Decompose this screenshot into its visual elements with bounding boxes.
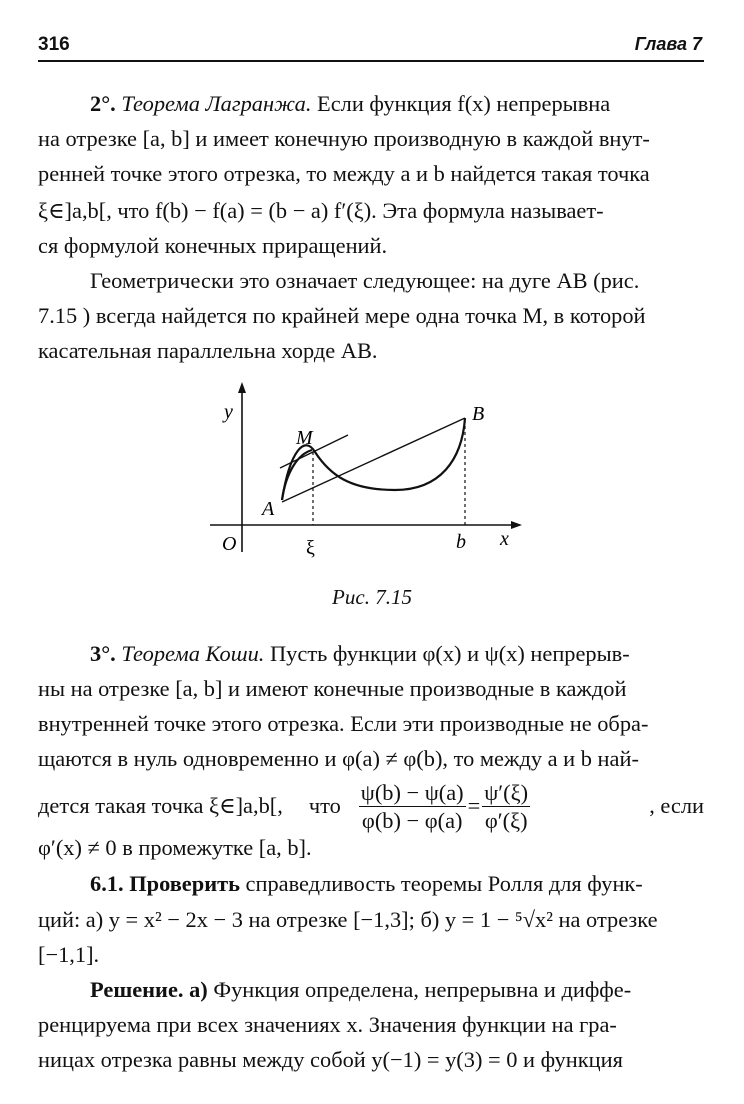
fraction-2-denominator: φ′(ξ) bbox=[484, 807, 528, 833]
xi-label: ξ bbox=[306, 537, 315, 559]
lagrange-line-2: на отрезке [a, b] и имеет конечную производную в каждой внут- bbox=[38, 126, 650, 151]
solution-line-1-rest: Функция определена, непрерывна и диффе- bbox=[213, 977, 632, 1002]
cauchy-paragraph bbox=[38, 636, 704, 672]
cauchy-fraction-2 bbox=[482, 779, 530, 834]
cauchy-line-2: ны на отрезке [a, b] и имеют конечные производные в каждой bbox=[38, 676, 627, 701]
tangent-line bbox=[280, 435, 348, 468]
solution-line-1 bbox=[38, 972, 704, 1008]
solution-line-3: ницах отрезка равны между собой y(−1) = y(3) = 0 и функция bbox=[38, 1047, 623, 1072]
geometric-line-3: касательная параллельна хорде AB. bbox=[38, 338, 378, 363]
lagrange-line-1: Если функция f(x) непрерывна bbox=[317, 91, 611, 116]
fraction-1-denominator: φ(b) − φ(a) bbox=[361, 807, 463, 833]
cauchy-formula-prefix: дется такая точка ξ∈]a,b[, bbox=[38, 793, 283, 819]
exercise-line-1 bbox=[38, 866, 704, 902]
y-label: y bbox=[224, 401, 233, 423]
solution-label: Решение. bbox=[90, 977, 184, 1002]
point-b-label: B bbox=[472, 403, 485, 425]
solution-part: а) bbox=[189, 977, 208, 1002]
exercise-line-3: [−1,1]. bbox=[38, 942, 100, 967]
cauchy-line-3: внутренней точке этого отрезка. Если эти производные не обра- bbox=[38, 711, 649, 736]
cauchy-fraction-1 bbox=[359, 779, 466, 834]
exercise-number: 6.1. bbox=[90, 871, 124, 896]
lagrange-line-4: ξ∈]a,b[, что f(b) − f(a) = (b − a) f′(ξ). Эта формула называет- bbox=[38, 198, 604, 223]
lagrange-line-5: ся формулой конечных приращений. bbox=[38, 233, 388, 258]
page-number: 316 bbox=[38, 34, 70, 55]
chapter-title: Глава 7 bbox=[634, 34, 702, 54]
b-label: b bbox=[456, 531, 466, 553]
origin-label: O bbox=[222, 533, 237, 555]
figure-caption: Рис. 7.15 bbox=[332, 585, 412, 609]
x-axis-arrow bbox=[511, 521, 522, 529]
point-m-label: M bbox=[296, 427, 313, 449]
y-axis-arrow bbox=[238, 382, 246, 393]
cauchy-last-line: φ′(x) ≠ 0 в промежутке [a, b]. bbox=[38, 835, 312, 860]
geometric-line-2: 7.15 ) всегда найдется по крайней мере одна точка M, в которой bbox=[38, 303, 646, 328]
cauchy-equals: = bbox=[467, 793, 481, 819]
exercise-verb: Проверить bbox=[129, 871, 240, 896]
lagrange-paragraph bbox=[38, 86, 704, 122]
lagrange-number: 2°. bbox=[90, 91, 116, 116]
lagrange-title: Теорема Лагранжа. bbox=[121, 91, 312, 116]
exercise-line-1-rest: справедливость теоремы Ролля для функ- bbox=[245, 871, 643, 896]
exercise-line-2: ций: а) y = x² − 2x − 3 на отрезке [−1,3]; б) y = 1 − ⁵√x² на отрезке bbox=[38, 907, 658, 932]
cauchy-formula-that: что bbox=[308, 793, 341, 819]
page-header bbox=[38, 30, 704, 62]
x-label: x bbox=[500, 528, 509, 550]
lagrange-line-3: ренней точке этого отрезка, то между a и b найдется такая точка bbox=[38, 161, 650, 186]
fraction-1-numerator: ψ(b) − ψ(a) bbox=[360, 779, 464, 805]
fraction-2-numerator: ψ′(ξ) bbox=[484, 779, 529, 805]
cauchy-title: Теорема Коши. bbox=[121, 641, 265, 666]
geometric-line-1: Геометрически это означает следующее: на дуге AB (рис. bbox=[90, 268, 640, 293]
cauchy-formula-suffix: , если bbox=[649, 793, 704, 819]
point-a-label: A bbox=[262, 498, 275, 520]
cauchy-formula-line bbox=[38, 778, 704, 834]
cauchy-number: 3°. bbox=[90, 641, 116, 666]
figure-7-15 bbox=[200, 380, 540, 560]
cauchy-line-4: щаются в нуль одновременно и φ(a) ≠ φ(b), то между a и b най- bbox=[38, 746, 639, 771]
cauchy-line-1: Пусть функции φ(x) и ψ(x) непрерыв- bbox=[270, 641, 630, 666]
solution-line-2: ренцируема при всех значениях x. Значения функции на гра- bbox=[38, 1012, 617, 1037]
